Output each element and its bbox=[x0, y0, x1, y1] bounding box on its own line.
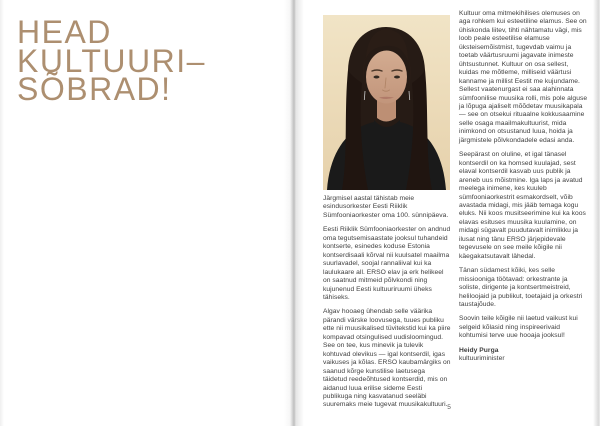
headline-line-2: KULTUURI– bbox=[17, 42, 206, 79]
portrait-illustration bbox=[323, 15, 450, 190]
headline-line-1: HEAD bbox=[17, 14, 112, 50]
page-number: 5 bbox=[447, 404, 451, 411]
signature-title: kultuuriminister bbox=[459, 355, 505, 363]
minister-portrait-photo bbox=[323, 15, 450, 190]
right-page bbox=[293, 0, 600, 426]
paragraph: Kultuur oma mitmekihilises olemuses on aga rohkem kui esteetiline elamus. See on ühiskonda liitev, tihti nähtamatu vägi, mis loob peale esteetilise elamuse üksteisemõistmist, tugevdab vaimu ja toetab väärtusruumi jagavate inimeste ühtsustunnet. Kultuur on osa sellest, kuidas me mõtleme, milliseid väärtusi kanname ja millist Eestit me kujundame. Sellest vaatenurgast ei saa alahinnata sümfoonilise muusika rolli, mis pole alguse ja lõpuga ajaliselt mõõdetav muusikapala — see on otsekui rituaalne kokkusaamine selle osaga maailmakultuurist, mida inimkond on otsustanud luua, hoida ja järgmistele põlvkondadele edasi anda. bbox=[459, 10, 588, 144]
paragraph: Seepärast on oluline, et igal tänasel kontserdil on ka homsed kuulajad, sest elaval kontserdil kasvab uus publik ja areneb uus mõistmine. Iga laps ja avatud meelega inimene, kes kuuleb sümfooniaorkestrit esmakordselt, võib avastada midagi, mis jääb temaga kogu eluks. Nii koos musitseerimine kui ka koos elavas esituses muusika kuulamine, on midagi sügavalt puudutavalt inimlikku ja ilusat ning tänu ERSO järjepidevale tegevusele on see meile kõigile nii käegakatsutavalt lähedal. bbox=[459, 151, 586, 260]
signature-name: Heidy Purga bbox=[459, 346, 499, 354]
left-page bbox=[0, 0, 293, 426]
signature-block bbox=[459, 347, 589, 364]
eye-left bbox=[374, 76, 380, 79]
paragraph: Järgmisel aastal tähistab meie esindusorkester Eesti Riiklik Sümfooniaorkester oma 100. sünnipäeva. bbox=[323, 195, 449, 219]
intro-column bbox=[323, 195, 451, 416]
paragraph: Tänan südamest kõiki, kes selle missiooniga töötavad: orkestrante ja soliste, dirigente ja kontsertmeistreid, heliloojaid ja publikut, toetajaid ja orkestri taustajõude. bbox=[459, 267, 583, 308]
paragraph: Eesti Riiklik Sümfooniaorkester on andnud oma tegutsemisaastate jooksul tuhandeid kontserte, esinedes koduse Estonia kontserdisaali kõrval nii kuulsatel maailma suurlavadel, soojal rannaliival kui ka laulukaare all. ERSO elav ja erk helikeel on saatnud mitmeid põlvkondi ning kujunenud Eesti kultuuriruumi üheks tähiseks. bbox=[323, 226, 451, 301]
main-column bbox=[459, 10, 589, 364]
paragraph: Algav hooaeg ühendab selle väärika pärandi värske loovusega, tuues publiku ette nii muusikalised tüvitekstid kui ka piire kompavad otsingulised uudisloomingud. See on tee, kus minevik ja tulevik kohtuvad olevikus — igal kontserdil, igas vaikuses ja kõlas. ERSO kaubamärgiks on saanud kõrge kunstilise laetusega täidetud reedeõhtused kontserdid, mis on aidanud luua erilise sideme Eesti publikuga ning kasvatanud seeläbi suuremaks meie tugevat muusikakultuuri. bbox=[323, 308, 451, 409]
face bbox=[366, 51, 407, 104]
headline-line-3: SÕBRAD! bbox=[17, 71, 172, 107]
paragraph: Soovin teile kõigile nii laetud vaikust kui selgeid kõlasid ning inspireerivaid kohtumisi terve uue hooaja jooksul! bbox=[459, 315, 578, 340]
headline bbox=[17, 14, 206, 107]
eye-right bbox=[394, 76, 400, 79]
